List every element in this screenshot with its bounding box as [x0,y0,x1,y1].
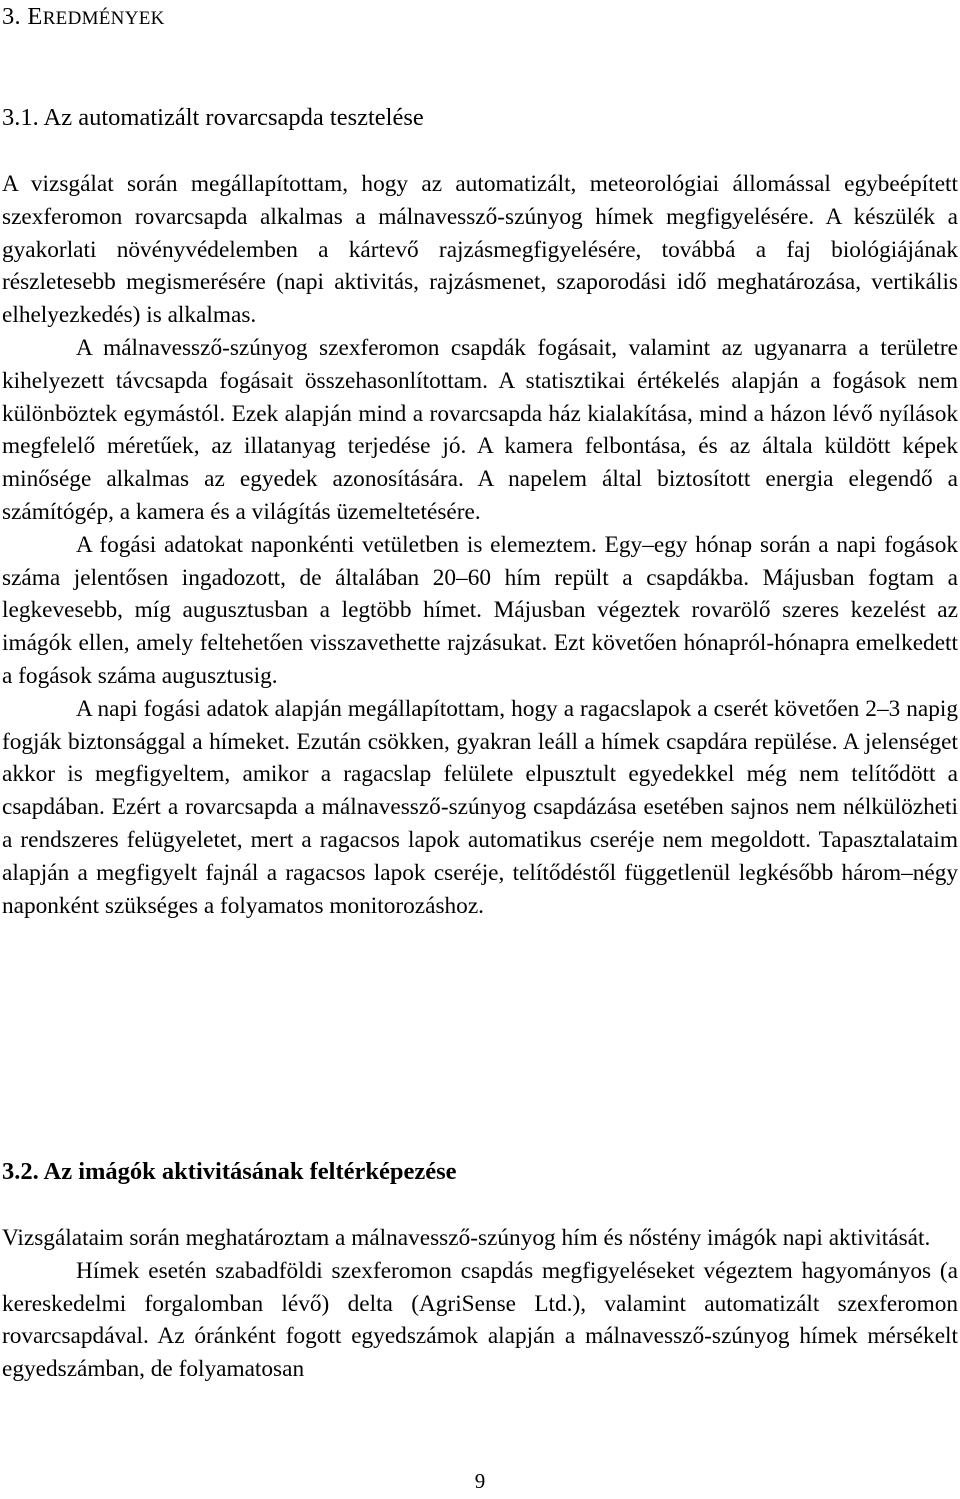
chapter-number: 3. [2,3,21,30]
paragraph: A fogási adatokat naponkénti vetületben is elemeztem. Egy–egy hónap során a napi fogások száma jelentősen ingadozott, de általában 20–60 hím repült a csapdákba. Májusban fogtam a legkevesebb, míg augusztusban a legtöbb hímet. Májusban végeztek rovarölő szeres kezelést az imágók ellen, amely feltehetően visszavethette rajzásukat. Ezt követően hónapról-hónapra emelkedett a fogások száma augusztusig. [2,531,958,689]
section-3-1-body [2,168,958,922]
chapter-heading [2,2,165,34]
paragraph: A napi fogási adatok alapján megállapítottam, hogy a ragacslapok a cserét követően 2–3 napig fogják biztonsággal a hímeket. Ezután csökken, gyakran leáll a hímek csapdára repülése. A jelenséget akkor is megfigyeltem, amikor a ragacslap felülete elpusztult egyedekkel még nem telítődött a csapdában. Ezért a rovarcsapda a málnavessző-szúnyog csapdázása esetében sajnos nem nélkülözheti a rendszeres felügyeletet, mert a ragacsos lapok automatikus cseréje nem megoldott. Tapasztalataim alapján a megfigyelt fajnál a ragacsos lapok cseréje, telítődéstől függetlenül legkésőbb három–négy naponként szükséges a folyamatos monitorozáshoz. [2,695,958,919]
paragraph: Vizsgálataim során meghatároztam a málnavessző-szúnyog hím és nőstény imágók napi aktivitását. [2,1225,931,1251]
section-3-2-body [2,1222,958,1386]
paragraph: A vizsgálat során megállapítottam, hogy az automatizált, meteorológiai állomással egybeépített szexferomon rovarcsapda alkalmas a málnavessző-szúnyog hímek megfigyelésére. A készülék a gyakorlati növényvédelemben a kártevő rajzásmegfigyelésére, továbbá a faj biológiájának részletesebb megismerésére (napi aktivitás, rajzásmenet, szaporodási idő meghatározása, vertikális elhelyezkedés) is alkalmas. [2,171,958,329]
paragraph: Hímek esetén szabadföldi szexferomon csapdás megfigyeléseket végeztem hagyományos (a kereskedelmi forgalomban lévő) delta (AgriSense Ltd.), valamint automatizált szexferomon rovarcsapdával. Az óránként fogott egyedszámok alapján a málnavessző-szúnyog hímek mérsékelt egyedszámban, de folyamatosan [2,1257,958,1383]
section-heading-3-2: 3.2. Az imágók aktivitásának feltérképezése [2,1158,457,1185]
chapter-title-initial: E [27,3,43,30]
paragraph: A málnavessző-szúnyog szexferomon csapdák fogásait, valamint az ugyanarra a területre kihelyezett távcsapda fogásait összehasonlítottam. A statisztikai értékelés alapján a fogások nem különböztek egymástól. Ezek alapján mind a rovarcsapda ház kialakítása, mind a házon lévő nyílások megfelelő méretűek, az illatanyag terjedése jó. A kamera felbontása, és az általa küldött képek minősége alkalmas az egyedek azonosítására. A napelem által biztosított energia elegendő a számítógép, a kamera és a világítás üzemeltetésére. [2,334,958,525]
page-number: 9 [474,1469,486,1493]
chapter-title-rest: REDMÉNYEK [42,8,165,29]
section-heading-3-1: 3.1. Az automatizált rovarcsapda tesztelése [2,104,424,131]
